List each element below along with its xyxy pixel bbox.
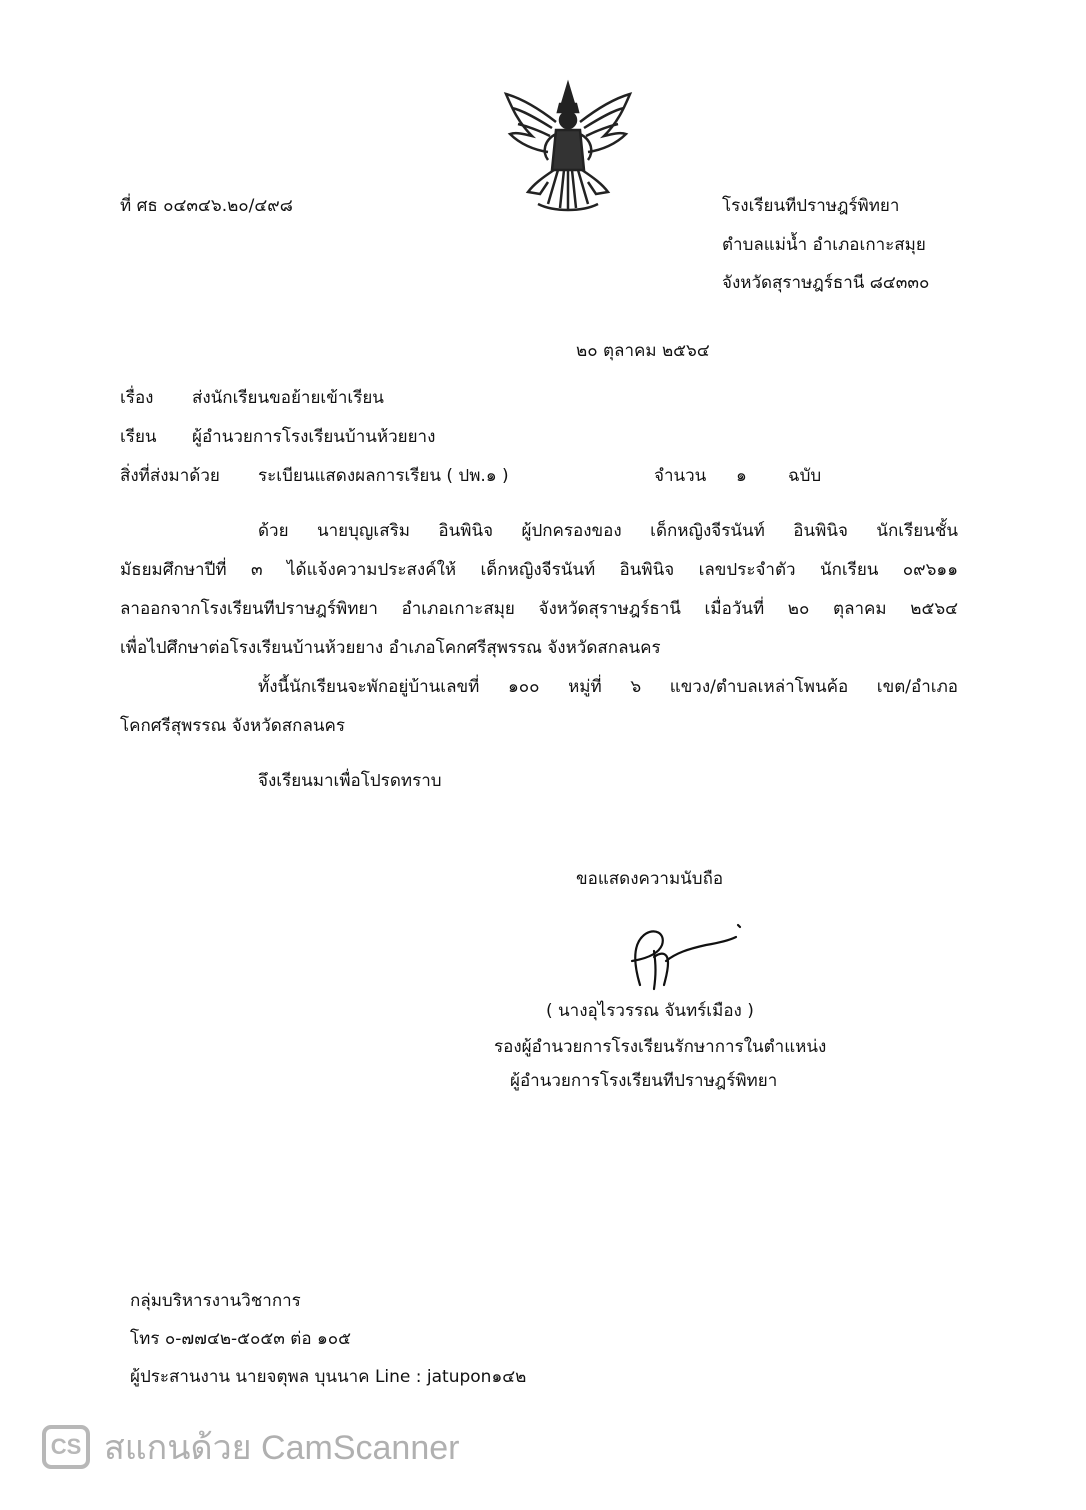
signer-position-line1: รองผู้อำนวยการโรงเรียนรักษาการในตำแหน่ง xyxy=(494,1037,827,1057)
subject-value: ส่งนักเรียนขอย้ายเข้าเรียน xyxy=(192,388,384,408)
letter-date: ๒๐ ตุลาคม ๒๕๖๔ xyxy=(576,341,710,361)
reference-number: ที่ ศธ ๐๔๓๔๖.๒๐/๔๙๘ xyxy=(120,196,293,216)
subject-label: เรื่อง xyxy=(120,388,154,408)
body-paragraph1-line4: เพื่อไปศึกษาต่อโรงเรียนบ้านห้วยยาง อำเภอโคกศรีสุพรรณ จังหวัดสกลนคร xyxy=(120,638,661,658)
attachment-label: สิ่งที่ส่งมาด้วย xyxy=(120,466,220,486)
quantity-unit: ฉบับ xyxy=(788,466,822,486)
body-paragraph2-line1: ทั้งนี้นักเรียนจะพักอยู่บ้านเลขที่ ๑๐๐ หมู่ที่ ๖ แขวง/ตำบลเหล่าโพนค้อ เขต/อำเภอ xyxy=(258,677,958,697)
garuda-emblem-icon xyxy=(498,78,638,218)
body-paragraph2-line2: โคกศรีสุพรรณ จังหวัดสกลนคร xyxy=(120,716,346,736)
signer-name: ( นางอุไรวรรณ จันทร์เมือง ) xyxy=(546,1001,754,1021)
school-address-line2: จังหวัดสุราษฎร์ธานี ๘๔๓๓๐ xyxy=(722,273,930,293)
body-paragraph1-line1: ด้วย นายบุญเสริม อินพินิจ ผู้ปกครองของ เด็กหญิงจีรนันท์ อินพินิจ นักเรียนชั้น xyxy=(258,521,958,541)
school-name: โรงเรียนทีปราษฎร์พิทยา xyxy=(722,196,900,216)
footer-department: กลุ่มบริหารงานวิชาการ xyxy=(130,1291,301,1311)
quantity-value: ๑ xyxy=(736,466,747,486)
body-paragraph1-line2: มัธยมศึกษาปีที่ ๓ ได้แจ้งความประสงค์ให้ เด็กหญิงจีรนันท์ อินพินิจ เลขประจำตัว นักเรียน ๐๙๖๑๑ xyxy=(120,560,958,580)
regards-text: ขอแสดงความนับถือ xyxy=(576,869,724,889)
recipient-value: ผู้อำนวยการโรงเรียนบ้านห้วยยาง xyxy=(192,427,436,447)
closing-sentence: จึงเรียนมาเพื่อโปรดทราบ xyxy=(258,771,442,791)
camscanner-watermark xyxy=(42,1422,459,1472)
handwritten-signature xyxy=(610,915,750,995)
quantity-label: จำนวน xyxy=(654,466,707,486)
camscanner-watermark-text: สแกนด้วย CamScanner xyxy=(104,1429,460,1467)
attachment-value: ระเบียนแสดงผลการเรียน ( ปพ.๑ ) xyxy=(258,466,509,486)
school-address-line1: ตำบลแม่น้ำ อำเภอเกาะสมุย xyxy=(722,235,926,255)
footer-coordinator: ผู้ประสานงาน นายจตุพล บุนนาค Line : jatupon๑๔๒ xyxy=(130,1367,527,1387)
recipient-label: เรียน xyxy=(120,427,157,447)
footer-phone: โทร ๐-๗๗๔๒-๕๐๕๓ ต่อ ๑๐๕ xyxy=(130,1329,351,1349)
camscanner-logo-icon: CS xyxy=(42,1425,90,1469)
body-paragraph1-line3: ลาออกจากโรงเรียนทีปราษฎร์พิทยา อำเภอเกาะสมุย จังหวัดสุราษฎร์ธานี เมื่อวันที่ ๒๐ ตุลาคม ๒๕๖๔ xyxy=(120,599,958,619)
signer-position-line2: ผู้อำนวยการโรงเรียนทีปราษฎร์พิทยา xyxy=(510,1071,778,1091)
